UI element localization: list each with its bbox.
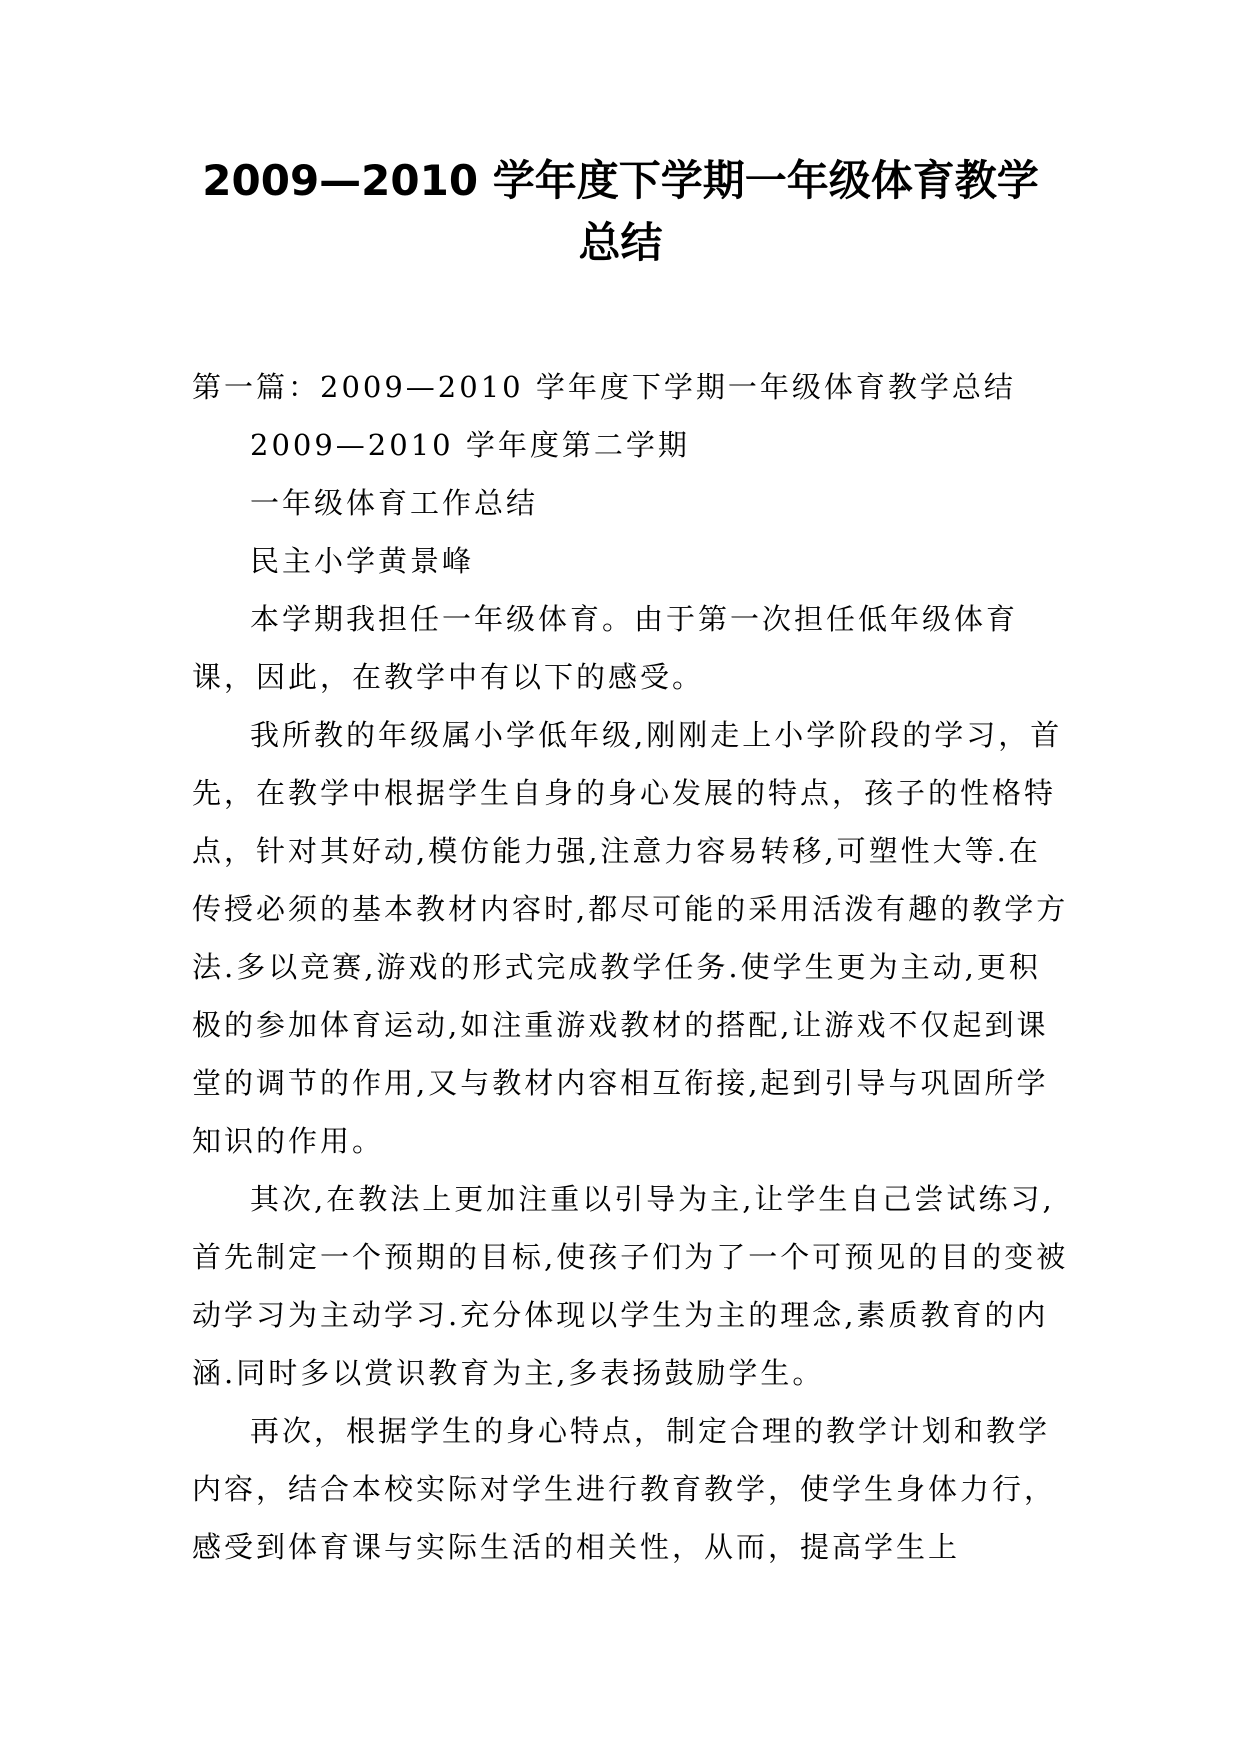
document-body [192,358,1072,1576]
subheading-topic: 一年级体育工作总结 [250,486,539,520]
document-title [160,150,1081,274]
title-line-1: 2009—2010 学年度下学期一年级体育教学 [202,156,1039,205]
author-line: 民主小学黄景峰 [250,544,475,578]
section-heading: 第一篇：2009—2010 学年度下学期一年级体育教学总结 [192,370,1016,404]
title-line-2: 总结 [578,218,663,267]
body-paragraph: 再次，根据学生的身心特点，制定合理的教学计划和教学内容，结合本校实际对学生进行教育教学，使学生身体力行，感受到体育课与实际生活的相关性，从而，提高学生上 [192,1414,1057,1564]
body-paragraph: 本学期我担任一年级体育。由于第一次担任低年级体育课，因此，在教学中有以下的感受。 [192,602,1019,694]
body-paragraph: 我所教的年级属小学低年级,刚刚走上小学阶段的学习，首先，在教学中根据学生自身的身心发展的特点，孩子的性格特点，针对其好动,模仿能力强,注意力容易转移,可塑性大等.在传授必须的基本教材内容时,都尽可能的采用活泼有趣的教学方法.多以竞赛,游戏的形式完成教学任务.使学生更为主动,更积极的参加体育运动,如注重游戏教材的搭配,让游戏不仅起到课堂的调节的作用,又与教材内容相互衔接,起到引导与巩固所学知识的作用。 [192,718,1069,1158]
subheading-term: 2009—2010 学年度第二学期 [250,428,690,462]
body-paragraph: 其次,在教法上更加注重以引导为主,让学生自己尝试练习,首先制定一个预期的目标,使孩子们为了一个可预见的目的变被动学习为主动学习.充分体现以学生为主的理念,素质教育的内涵.同时多以赏识教育为主,多表扬鼓励学生。 [192,1182,1069,1390]
